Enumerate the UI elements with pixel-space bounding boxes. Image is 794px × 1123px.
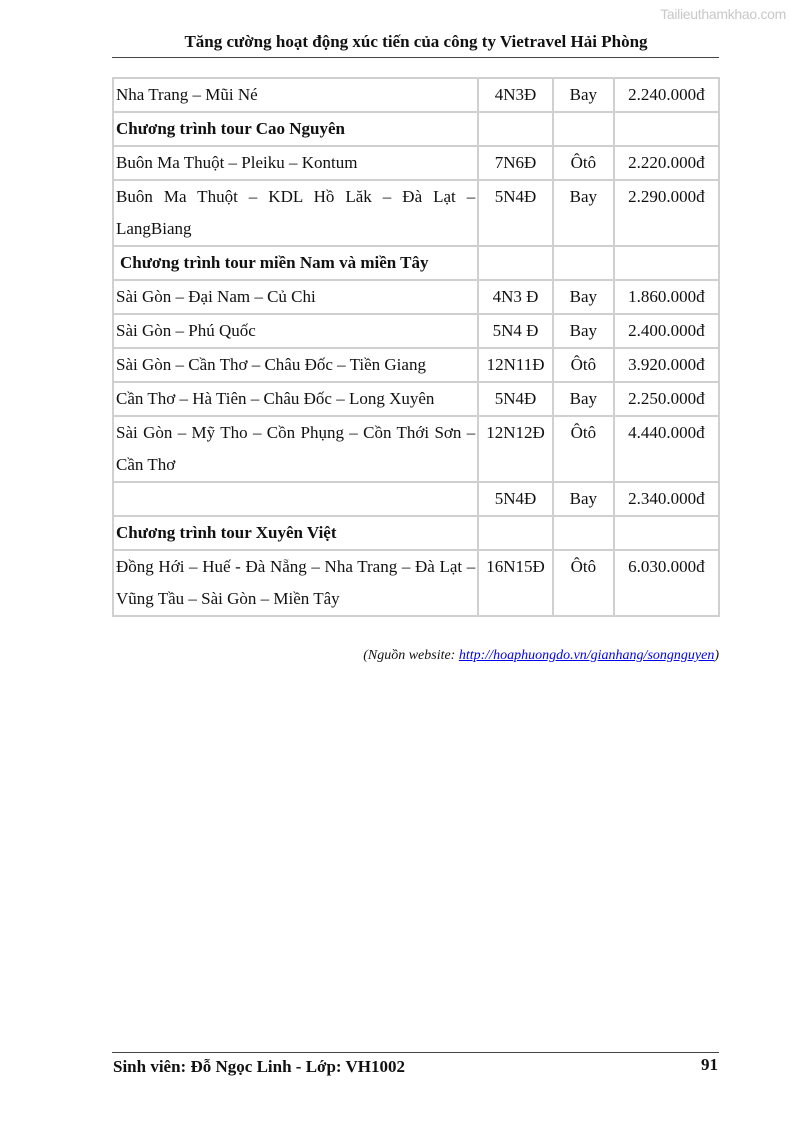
price-cell: 3.920.000đ <box>614 348 719 382</box>
tour-table <box>112 77 720 617</box>
transport-cell: Bay <box>553 382 614 416</box>
watermark: Tailieuthamkhao.com <box>660 6 786 22</box>
source-citation <box>363 648 719 664</box>
price-cell: 2.340.000đ <box>614 482 719 516</box>
transport-cell: Ôtô <box>553 348 614 382</box>
route-cell: Buôn Ma Thuột – KDL Hồ Lăk – Đà Lạt – LangBiang <box>113 180 478 246</box>
route-cell: Sài Gòn – Mỹ Tho – Cồn Phụng – Cồn Thới Sơn – Cần Thơ <box>113 416 478 482</box>
price-cell <box>614 112 719 146</box>
table-row <box>113 280 719 314</box>
duration-cell <box>478 112 553 146</box>
transport-cell: Ôtô <box>553 146 614 180</box>
route-cell: Buôn Ma Thuột – Pleiku – Kontum <box>113 146 478 180</box>
transport-cell: Bay <box>553 314 614 348</box>
route-cell: Sài Gòn – Đại Nam – Củ Chi <box>113 280 478 314</box>
section-title: Chương trình tour Xuyên Việt <box>113 516 478 550</box>
duration-cell <box>478 516 553 550</box>
table-row <box>113 482 719 516</box>
transport-cell: Bay <box>553 78 614 112</box>
table-row <box>113 180 719 246</box>
duration-cell: 4N3 Đ <box>478 280 553 314</box>
price-cell: 2.400.000đ <box>614 314 719 348</box>
page-number: 91 <box>701 1055 718 1074</box>
table-row <box>113 146 719 180</box>
section-title: Chương trình tour miền Nam và miền Tây <box>113 246 478 280</box>
header-divider <box>112 57 719 58</box>
route-cell <box>113 482 478 516</box>
transport-cell: Bay <box>553 280 614 314</box>
section-row <box>113 516 719 550</box>
source-link[interactable]: http://hoaphuongdo.vn/gianhang/songnguyen <box>458 648 715 663</box>
table-row <box>113 416 719 482</box>
price-cell: 2.290.000đ <box>614 180 719 246</box>
duration-cell: 12N11Đ <box>478 348 553 382</box>
table-row <box>113 314 719 348</box>
transport-cell <box>553 246 614 280</box>
duration-cell: 7N6Đ <box>478 146 553 180</box>
transport-cell: Ôtô <box>553 416 614 482</box>
transport-cell <box>553 516 614 550</box>
transport-cell: Ôtô <box>553 550 614 616</box>
duration-cell: 16N15Đ <box>478 550 553 616</box>
duration-cell: 5N4Đ <box>478 382 553 416</box>
duration-cell: 5N4Đ <box>478 180 553 246</box>
source-prefix: (Nguồn website: <box>363 648 459 663</box>
section-row <box>113 246 719 280</box>
transport-cell: Bay <box>553 180 614 246</box>
table-row <box>113 78 719 112</box>
price-cell: 1.860.000đ <box>614 280 719 314</box>
price-cell: 2.220.000đ <box>614 146 719 180</box>
table-row <box>113 348 719 382</box>
duration-cell: 5N4Đ <box>478 482 553 516</box>
table-row <box>113 550 719 616</box>
duration-cell: 4N3Đ <box>478 78 553 112</box>
table-row <box>113 382 719 416</box>
price-cell: 6.030.000đ <box>614 550 719 616</box>
transport-cell <box>553 112 614 146</box>
duration-cell <box>478 246 553 280</box>
price-cell <box>614 246 719 280</box>
price-cell <box>614 516 719 550</box>
route-cell: Sài Gòn – Phú Quốc <box>113 314 478 348</box>
source-suffix: ) <box>714 648 719 663</box>
duration-cell: 12N12Đ <box>478 416 553 482</box>
route-cell: Cần Thơ – Hà Tiên – Châu Đốc – Long Xuyên <box>113 382 478 416</box>
price-cell: 4.440.000đ <box>614 416 719 482</box>
route-cell: Nha Trang – Mũi Né <box>113 78 478 112</box>
duration-cell: 5N4 Đ <box>478 314 553 348</box>
page-header-title: Tăng cường hoạt động xúc tiến của công ty Vietravel Hải Phòng <box>184 32 648 51</box>
route-cell: Đồng Hới – Huế - Đà Nẵng – Nha Trang – Đà Lạt – Vũng Tầu – Sài Gòn – Miền Tây <box>113 550 478 616</box>
route-cell: Sài Gòn – Cần Thơ – Châu Đốc – Tiền Giang <box>113 348 478 382</box>
footer-divider <box>112 1052 719 1053</box>
section-row <box>113 112 719 146</box>
price-cell: 2.250.000đ <box>614 382 719 416</box>
footer-student: Sinh viên: Đỗ Ngọc Linh - Lớp: VH1002 <box>113 1057 406 1076</box>
price-cell: 2.240.000đ <box>614 78 719 112</box>
transport-cell: Bay <box>553 482 614 516</box>
section-title: Chương trình tour Cao Nguyên <box>113 112 478 146</box>
